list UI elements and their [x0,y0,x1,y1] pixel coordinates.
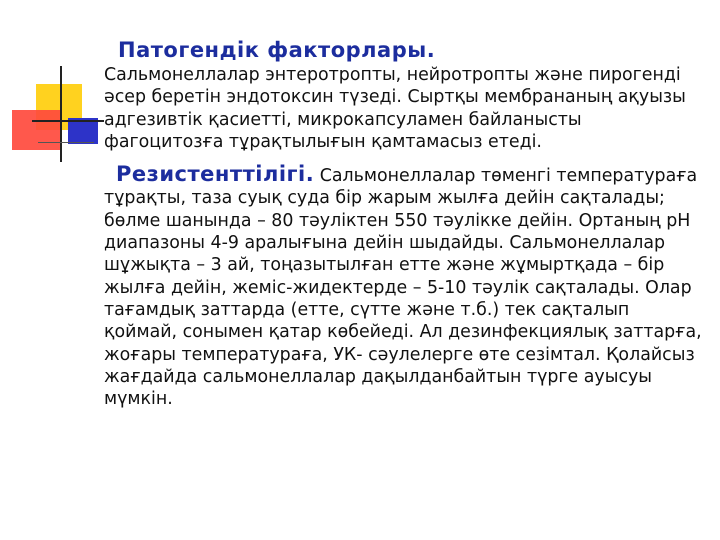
resistance-heading: Резистенттілігі. [116,162,315,187]
decorative-horizontal-line-2 [38,142,94,143]
decorative-red-square [12,110,62,150]
resistance-paragraph [104,163,704,410]
resistance-text: Сальмонеллалар төменгі температураға тұрақты, таза суық суда бір жарым жылға дейін сақталады; бөлме шанында – 80 тәуліктен 550 тәулікке дейін. Ортаның рН диапазоны 4-9 аралығына дейін шыдайды. Сальмонеллалар шұжықта – 3 ай, тоңазытылған етте және жұмыртқада – бір жылға дейін, жеміс-жидектерде – 5-10 тәулік сақталады. Олар тағамдық заттарда (етте, сүтте және т.б.) тек сақталып қоймай, сонымен қатар көбейеді. Ал дезинфекциялық заттарға, жоғары температураға, УК- сәулелерге өте сезімтал. Қолайсыз жағдайда сальмонеллалар дақылданбайтын түрге ауысуы мүмкін. [104,166,702,410]
pathogenic-factors-paragraph: Сальмонеллалар энтеротропты, нейротропты және пирогенді әсер беретін эндотоксин түзеді. Сыртқы мембрананың ақуызы адгезивтік қасиетті, микрокапсуламен байланысты фагоцитозға тұрақтылығын қамтамасыз етеді. [104,65,686,152]
decorative-horizontal-line [32,120,104,122]
slide-title: Патогендік факторлары. [118,38,436,62]
decorative-vertical-line [60,66,62,162]
slide-content [104,36,704,410]
